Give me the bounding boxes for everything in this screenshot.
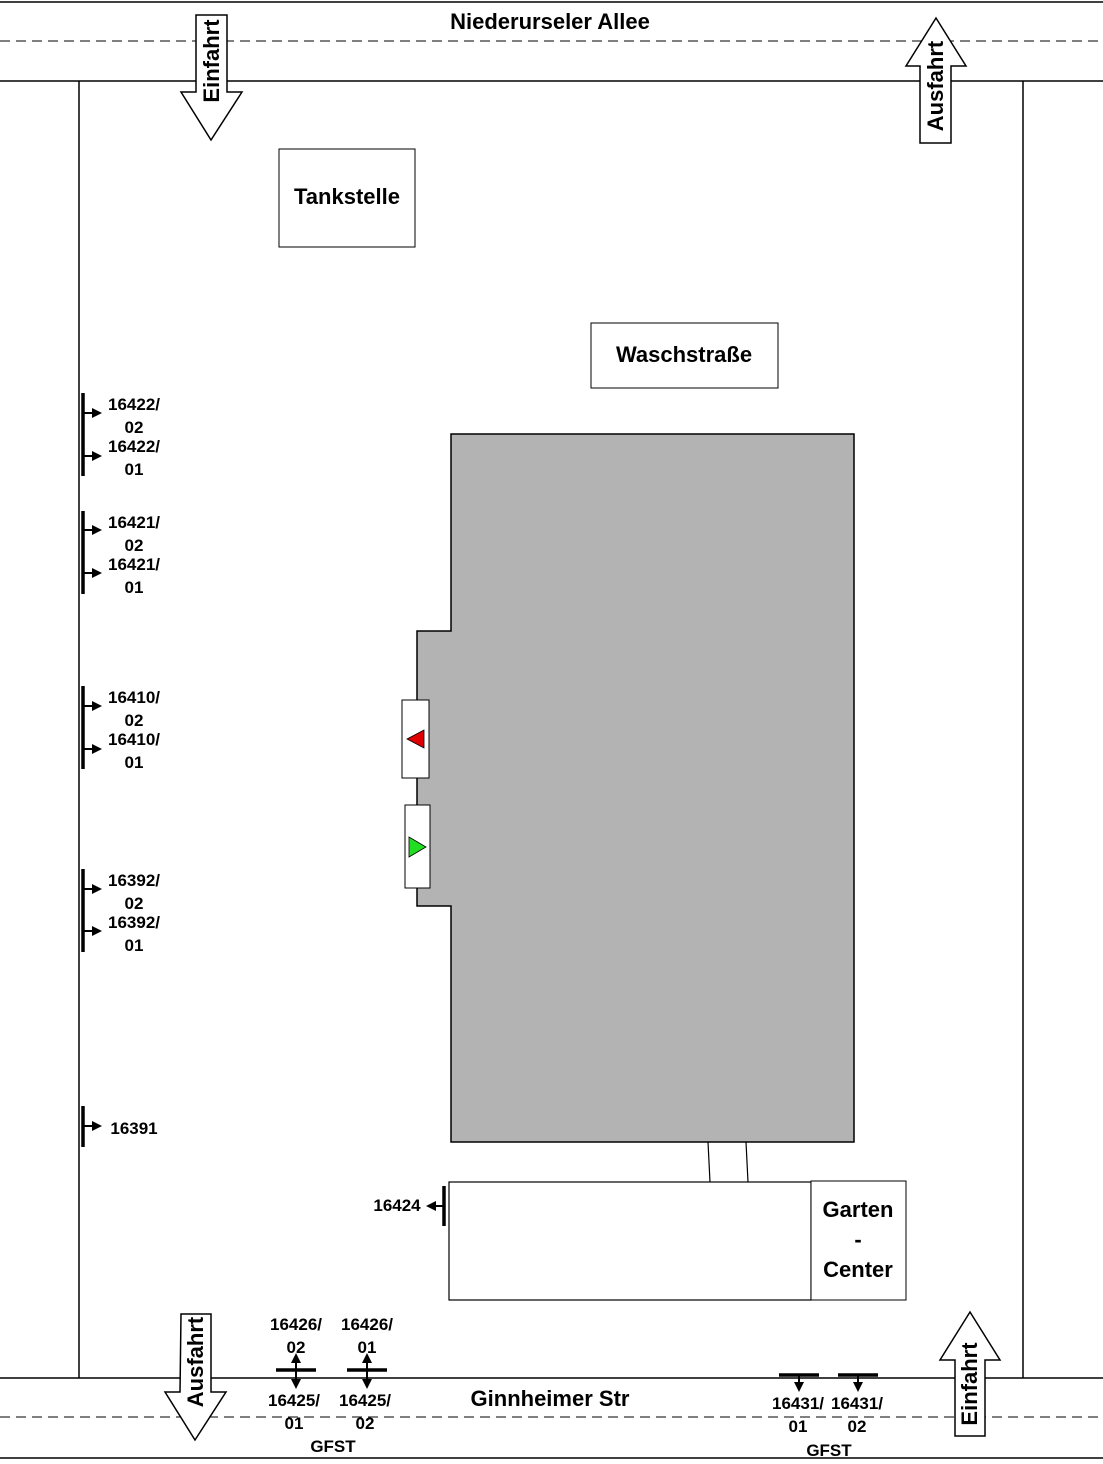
stop-label: 16421/ [108,555,160,574]
stop-label: 02 [847,1417,867,1436]
arrow-top-left-label: Einfahrt [199,19,224,103]
bottom-stops-left [268,1315,393,1456]
stop-label: 01 [124,753,144,772]
gfst-label: GFST [310,1437,356,1456]
car-wash-label: Waschstraße [615,342,753,367]
stop-label: 01 [124,936,144,955]
stop-16424 [373,1186,444,1226]
gas-station-label: Tankstelle [294,184,400,209]
stop-label: 16425/ [339,1391,391,1410]
stop-label: 16431/ [831,1394,883,1413]
bottom-street-name: Ginnheimer Str [470,1386,630,1411]
arrow-top-right-label: Ausfahrt [923,40,948,132]
stop-label: 16431/ [772,1394,824,1413]
stop-label: 01 [357,1338,377,1357]
stop-label: 16392/ [108,871,160,890]
stop-label: 02 [124,536,144,555]
garden-center-line1: Garten [822,1197,894,1222]
stop-label: 16410/ [108,688,160,707]
stop-label: 16425/ [268,1391,320,1410]
gfst-label: GFST [806,1441,852,1460]
stop-label: 16392/ [108,913,160,932]
stop-label: 16410/ [108,730,160,749]
main-building [417,434,854,1142]
stop-label: 02 [124,894,144,913]
gas-station [279,149,415,247]
stop-label: 02 [355,1414,375,1433]
stop-label: 16426/ [270,1315,322,1334]
left-stops [83,393,160,1147]
stop-label: 01 [284,1414,304,1433]
arrow-bottom-left-exit [165,1314,226,1440]
connector-left [708,1142,710,1182]
stop-label: 16422/ [108,395,160,414]
top-street-name: Niederurseler Allee [450,9,650,34]
stop-label: 01 [788,1417,808,1436]
signal-stop [402,700,429,778]
arrow-bottom-right-label: Einfahrt [957,1342,982,1426]
lower-building [449,1182,811,1300]
stop-label: 02 [124,711,144,730]
stop-label: 02 [124,418,144,437]
signal-go [405,805,430,888]
stop-label: 16391 [110,1119,158,1138]
garden-center [811,1181,906,1300]
bottom-street [0,1378,1103,1458]
car-wash [591,323,778,388]
stop-label: 02 [286,1338,306,1357]
stop-label: 16424 [373,1196,421,1215]
stop-label: 01 [124,578,144,597]
arrow-bottom-left-label: Ausfahrt [183,1316,208,1408]
stop-label: 16421/ [108,513,160,532]
garden-center-line3: Center [823,1257,893,1282]
connector-right [746,1142,748,1182]
stop-label: 01 [124,460,144,479]
stop-label: 16422/ [108,437,160,456]
garden-center-line2: - [854,1227,862,1252]
arrow-top-left-entry [181,15,242,140]
stop-label: 16426/ [341,1315,393,1334]
